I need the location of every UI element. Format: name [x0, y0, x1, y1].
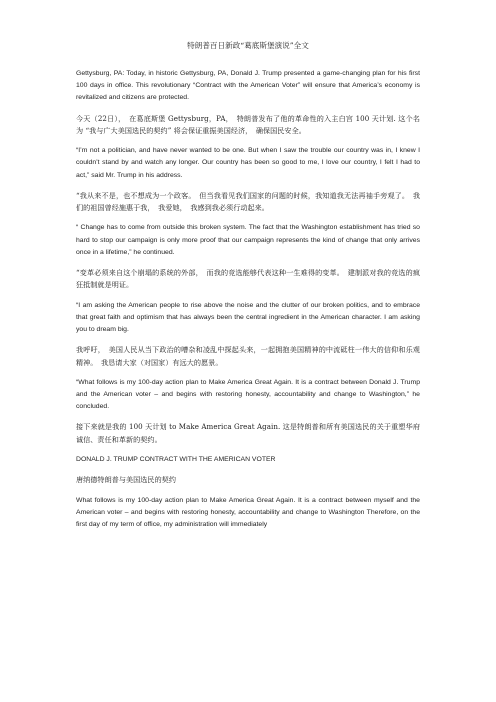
paragraph-zh-3: “变革必须来自这个崩塌的系统的外部， 而我的竞选能够代表这种一生难得的变革。 建制派对我的竞选的疯狂抵制就是明证。: [76, 268, 420, 290]
document-body: [76, 40, 420, 531]
paragraph-en-6: What follows is my 100-day action plan to Make America Great Again. It is a contract between myself and the American voter – and begins with restoring honesty, accountability and change to Washington Therefore, on the first day of my term of office, my administration will immediately: [76, 496, 420, 528]
paragraph-en-4: “I am asking the American people to rise above the noise and the clutter of our broken politics, and to embrace that great faith and optimism that has always been the central ingredient in the American character. I am asking you to dream big.: [76, 301, 420, 334]
paragraph-zh-5: 接下来就是我的 100 天计划 to Make America Great Again. 这是特朗普和所有美国选民的关于重塑华府诚信、责任和革新的契约。: [76, 422, 420, 444]
section-heading-zh: 唐纳德特朗普与美国选民的契约: [76, 475, 177, 485]
paragraph-zh-2: “我从来不是，也不想成为一个政客。 但当我看见我们国家的问题的时候，我知道我无法再袖手旁观了。 我们的祖国曾经施惠于我， 我爱她， 我感到我必须行动起来。: [76, 190, 420, 213]
paragraph-en-1: Gettysburg, PA: Today, in historic Gettysburg, PA, Donald J. Trump presented a game-changing plan for his first 100 days in office. This revolutionary “Contract with the American Voter” will ensure that America’s economy is revitalized and citizens are protected.: [76, 70, 420, 102]
paragraph-zh-1: 今天（22日）， 在葛底斯堡 Gettysburg，PA， 特朗普发布了他的革命性的入主白宫 100 天计划. 这个名为 “我与广大美国选民的契约” 将会保证重振美国经济， 确保国民安全。: [76, 113, 420, 135]
paragraph-zh-4: 我呼吁， 美国人民从当下政治的嘈杂和凌乱中探起头来，一起拥抱美国精神的中流砥柱一伟大的信仰和乐观精神。 我恳请大家（对国家）有远大的愿景。: [76, 345, 420, 367]
paragraph-en-5: “What follows is my 100-day action plan to Make America Great Again. It is a contract between Donald J. Trump and the American voter – and begins with restoring honesty, accountability and change to Washington,” he concluded.: [76, 378, 420, 411]
paragraph-en-3: “ Change has to come from outside this broken system. The fact that the Washington establishment has tried so hard to stop our campaign is only more proof that our campaign represents the kind of change that only arrives once in a lifetime,” he continued.: [76, 224, 420, 256]
document-title: 特朗普百日新政“葛底斯堡演说”全文: [187, 41, 309, 50]
section-heading: DONALD J. TRUMP CONTRACT WITH THE AMERICAN VOTER: [76, 456, 276, 464]
paragraph-en-2: “I’m not a politician, and have never wanted to be one. But when I saw the trouble our country was in, I knew I couldn’t stand by and watch any longer. Our country has been so good to me, I love our country, I felt I had to act,” said Mr. Trump in his address.: [76, 147, 420, 179]
